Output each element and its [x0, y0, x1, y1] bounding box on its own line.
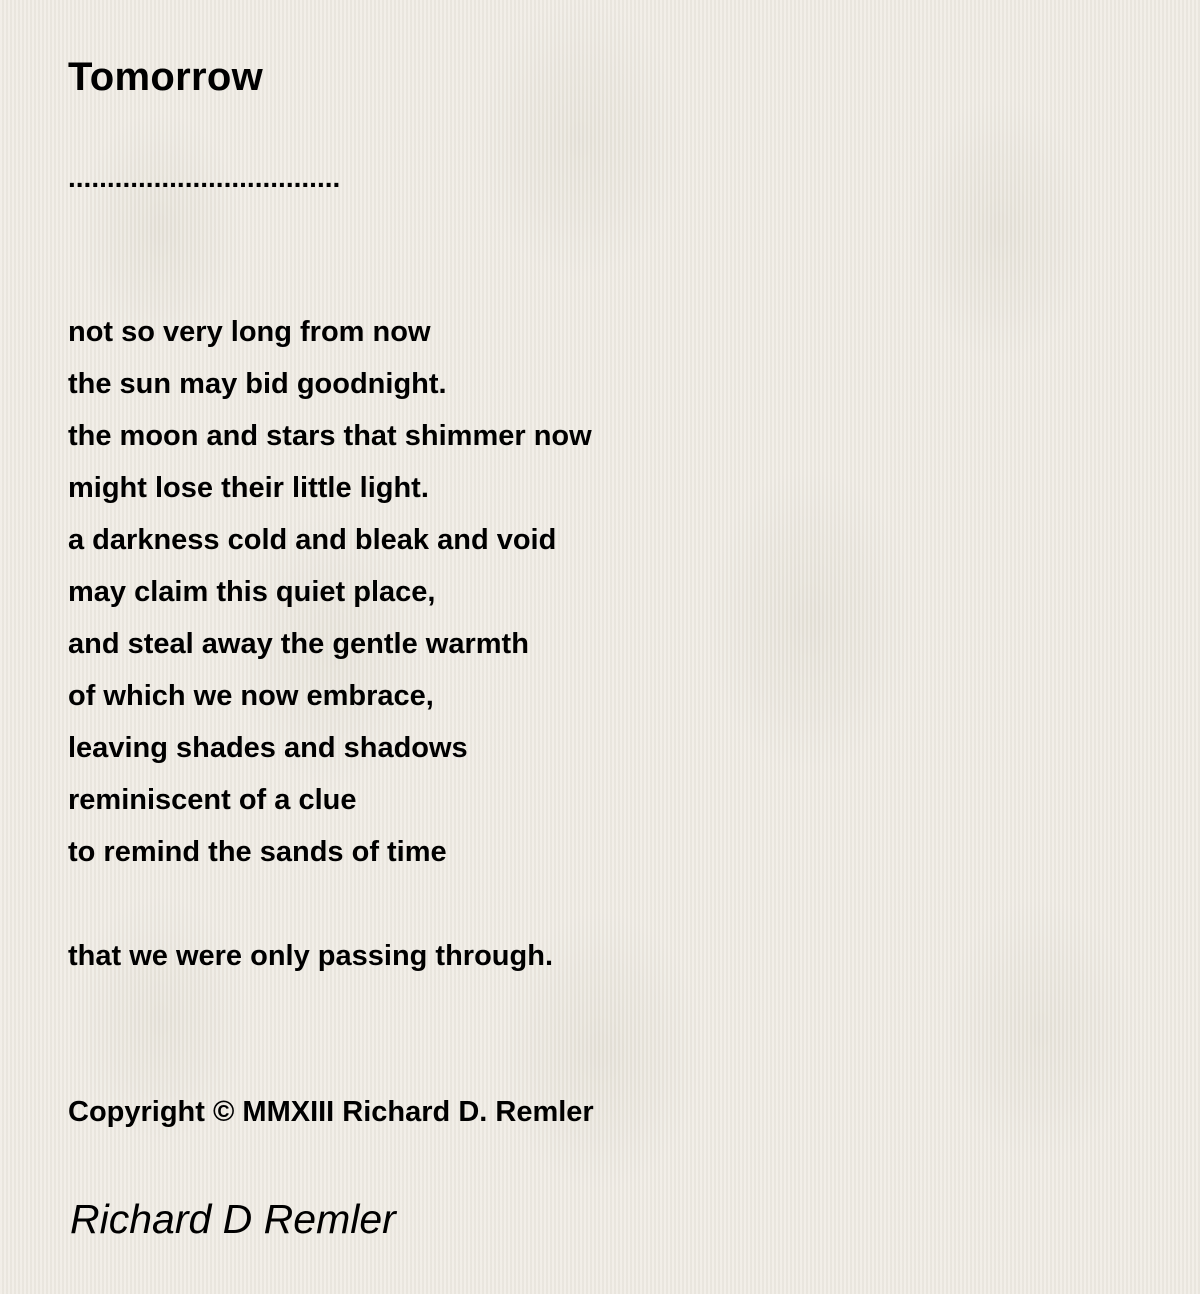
- poem-body: [68, 310, 1148, 986]
- copyright-notice: Copyright © MMXIII Richard D. Remler: [68, 1096, 594, 1128]
- author-name: Richard D Remler: [70, 1196, 396, 1242]
- poem-line: the sun may bid goodnight.: [68, 368, 447, 400]
- poem-line: and steal away the gentle warmth: [68, 628, 529, 660]
- poem-title: Tomorrow: [68, 55, 263, 99]
- poem-line: the moon and stars that shimmer now: [68, 420, 592, 452]
- poem-line: of which we now embrace,: [68, 680, 434, 712]
- poem-line: to remind the sands of time: [68, 836, 447, 868]
- poem-stanza-break: [68, 882, 1148, 934]
- poem-line: a darkness cold and bleak and void: [68, 524, 557, 556]
- poem-line: not so very long from now: [68, 316, 431, 348]
- separator-dots: ...................................: [68, 162, 341, 193]
- poem-line: reminiscent of a clue: [68, 784, 357, 816]
- poem-line: might lose their little light.: [68, 472, 429, 504]
- poem-line: that we were only passing through.: [68, 940, 553, 972]
- poem-line: leaving shades and shadows: [68, 732, 468, 764]
- poem-line: may claim this quiet place,: [68, 576, 436, 608]
